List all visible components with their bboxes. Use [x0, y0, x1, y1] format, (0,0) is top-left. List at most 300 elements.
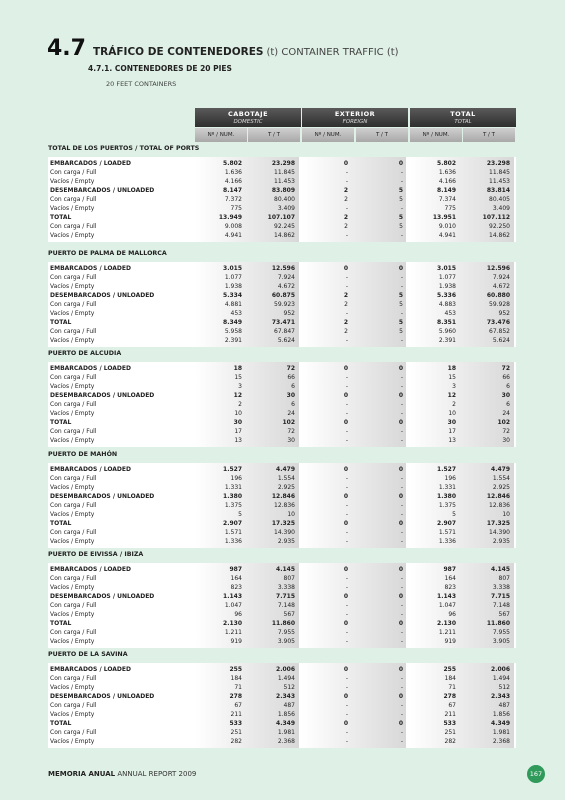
- row-label: Vacíos / Empty: [50, 484, 95, 491]
- table-cell: 987: [443, 566, 456, 573]
- table-cell: 11.860: [486, 620, 510, 627]
- table-cell: 23.298: [486, 160, 510, 167]
- table-cell: 2.006: [491, 666, 510, 673]
- row-label: EMBARCADOS / LOADED: [50, 160, 131, 167]
- table-cell: 7.924: [277, 274, 295, 281]
- table-cell: 0: [398, 365, 403, 372]
- table-cell: 567: [498, 611, 510, 618]
- table-cell: 24: [502, 410, 510, 417]
- table-cell: 2: [343, 319, 348, 326]
- table-cell: 196: [444, 475, 456, 482]
- table-cell: 1.856: [492, 711, 510, 718]
- table-cell: 9.010: [438, 223, 456, 230]
- table-row: [48, 300, 516, 309]
- table-cell: 0: [343, 493, 348, 500]
- row-label: Con carga / Full: [50, 675, 97, 682]
- table-cell: 4.166: [438, 178, 456, 185]
- table-row: [48, 318, 516, 327]
- table-cell: 14.862: [489, 232, 510, 239]
- table-cell: 1.938: [438, 283, 456, 290]
- table-cell: 4.145: [276, 566, 295, 573]
- row-label: Vacíos / Empty: [50, 638, 95, 645]
- table-cell: 5: [399, 196, 403, 203]
- section-block: [48, 563, 516, 648]
- table-cell: -: [400, 611, 403, 618]
- table-cell: 0: [398, 160, 403, 167]
- row-label: Con carga / Full: [50, 629, 97, 636]
- table-cell: -: [345, 283, 348, 290]
- table-cell: -: [345, 584, 348, 591]
- row-label: EMBARCADOS / LOADED: [50, 265, 131, 272]
- table-row: [48, 391, 516, 400]
- table-cell: 30: [502, 437, 510, 444]
- table-row: [48, 483, 516, 492]
- table-cell: 823: [444, 584, 456, 591]
- table-cell: 3.409: [492, 205, 510, 212]
- footer: [48, 770, 196, 778]
- table-cell: 0: [398, 620, 403, 627]
- table-cell: 107.107: [267, 214, 295, 221]
- row-label: Vacíos / Empty: [50, 511, 95, 518]
- table-cell: 7.148: [492, 602, 510, 609]
- table-cell: 0: [398, 593, 403, 600]
- table-cell: 1.636: [438, 169, 456, 176]
- table-cell: 11.453: [274, 178, 295, 185]
- footer-bold: MEMORIA ANUAL: [48, 770, 116, 778]
- table-cell: 12.596: [271, 265, 295, 272]
- table-cell: 2.391: [438, 337, 456, 344]
- table-row: [48, 309, 516, 318]
- table-cell: 59.923: [274, 301, 295, 308]
- table-cell: 30: [447, 419, 456, 426]
- table-cell: -: [345, 529, 348, 536]
- table-row: [48, 418, 516, 427]
- table-cell: 4.672: [492, 283, 510, 290]
- row-label: Con carga / Full: [50, 702, 97, 709]
- table-cell: 1.331: [224, 484, 242, 491]
- table-cell: 2.925: [277, 484, 295, 491]
- row-label: Con carga / Full: [50, 575, 97, 582]
- table-cell: -: [400, 502, 403, 509]
- table-cell: -: [345, 310, 348, 317]
- table-cell: 0: [398, 520, 403, 527]
- table-cell: 92.250: [489, 223, 510, 230]
- table-row: [48, 282, 516, 291]
- table-cell: 3.409: [277, 205, 295, 212]
- table-cell: 0: [343, 265, 348, 272]
- table-cell: -: [345, 684, 348, 691]
- table-cell: 1.527: [223, 466, 242, 473]
- table-cell: 0: [343, 620, 348, 627]
- table-subtitle-en: 20 FEET CONTAINERS: [106, 80, 177, 88]
- table-cell: 4.145: [491, 566, 510, 573]
- row-label: Con carga / Full: [50, 169, 97, 176]
- table-cell: 5: [238, 511, 242, 518]
- table-cell: 278: [443, 693, 456, 700]
- table-cell: -: [345, 274, 348, 281]
- table-cell: 184: [230, 675, 242, 682]
- table-cell: -: [400, 410, 403, 417]
- table-row: [48, 501, 516, 510]
- table-cell: 11.860: [271, 620, 295, 627]
- table-cell: 8.147: [223, 187, 242, 194]
- table-cell: 4.349: [491, 720, 510, 727]
- table-cell: -: [400, 283, 403, 290]
- table-cell: 6: [506, 383, 510, 390]
- row-label: TOTAL: [50, 520, 72, 527]
- table-cell: 0: [343, 419, 348, 426]
- row-label: EMBARCADOS / LOADED: [50, 666, 131, 673]
- table-cell: 30: [287, 437, 295, 444]
- column-sub-header: T / T: [356, 128, 408, 142]
- table-cell: 5.802: [437, 160, 456, 167]
- table-row: [48, 737, 516, 746]
- table-cell: 2.130: [223, 620, 242, 627]
- table-row: [48, 510, 516, 519]
- table-cell: -: [345, 502, 348, 509]
- table-cell: 18: [447, 365, 456, 372]
- column-sub-header: T / T: [463, 128, 515, 142]
- row-label: Con carga / Full: [50, 223, 97, 230]
- row-label: Vacíos / Empty: [50, 283, 95, 290]
- table-cell: 2: [452, 401, 456, 408]
- table-cell: 2: [344, 301, 348, 308]
- table-cell: 2.907: [223, 520, 242, 527]
- table-cell: 24: [287, 410, 295, 417]
- table-cell: 1.077: [224, 274, 242, 281]
- table-cell: 60.875: [271, 292, 295, 299]
- table-cell: -: [345, 602, 348, 609]
- table-cell: 0: [343, 593, 348, 600]
- table-cell: 7.955: [492, 629, 510, 636]
- table-cell: 73.476: [486, 319, 510, 326]
- column-group-header: [195, 108, 301, 127]
- table-cell: -: [345, 437, 348, 444]
- table-cell: -: [345, 232, 348, 239]
- table-cell: 80.405: [489, 196, 510, 203]
- table-cell: 512: [498, 684, 510, 691]
- group-label-en: DOMESTIC: [233, 119, 263, 125]
- row-label: Con carga / Full: [50, 729, 97, 736]
- row-label: Con carga / Full: [50, 475, 97, 482]
- table-cell: 1.380: [437, 493, 456, 500]
- table-cell: 67: [234, 702, 242, 709]
- table-cell: -: [345, 205, 348, 212]
- table-cell: 11.845: [489, 169, 510, 176]
- table-cell: 0: [343, 693, 348, 700]
- table-cell: 1.047: [438, 602, 456, 609]
- table-cell: 1.494: [492, 675, 510, 682]
- table-cell: -: [345, 638, 348, 645]
- table-cell: 487: [283, 702, 295, 709]
- table-cell: -: [400, 274, 403, 281]
- table-cell: 107.112: [482, 214, 510, 221]
- table-row: [48, 474, 516, 483]
- table-row: [48, 537, 516, 546]
- table-cell: -: [400, 629, 403, 636]
- table-cell: -: [400, 702, 403, 709]
- table-cell: 96: [448, 611, 456, 618]
- table-cell: 83.809: [271, 187, 295, 194]
- table-cell: 12: [447, 392, 456, 399]
- table-row: [48, 665, 516, 674]
- group-label-en: FOREIGN: [342, 119, 368, 125]
- table-cell: 2: [344, 223, 348, 230]
- table-cell: -: [345, 428, 348, 435]
- table-cell: 11.845: [274, 169, 295, 176]
- footer-rest: ANNUAL REPORT 2009: [117, 770, 197, 778]
- table-cell: 4.166: [224, 178, 242, 185]
- table-cell: 2: [343, 214, 348, 221]
- table-row: [48, 692, 516, 701]
- table-cell: -: [345, 401, 348, 408]
- table-row: [48, 291, 516, 300]
- table-cell: 1.494: [277, 675, 295, 682]
- table-cell: 453: [444, 310, 456, 317]
- table-cell: -: [400, 575, 403, 582]
- table-cell: 164: [230, 575, 242, 582]
- table-row: [48, 628, 516, 637]
- row-label: Con carga / Full: [50, 374, 97, 381]
- table-cell: 5.336: [437, 292, 456, 299]
- group-label: CABOTAJE: [227, 110, 269, 118]
- table-cell: 11.453: [489, 178, 510, 185]
- table-cell: 12: [233, 392, 242, 399]
- table-cell: -: [345, 702, 348, 709]
- table-cell: 952: [283, 310, 295, 317]
- table-cell: -: [345, 337, 348, 344]
- table-row: [48, 336, 516, 345]
- table-cell: 1.554: [277, 475, 295, 482]
- table-row: [48, 728, 516, 737]
- table-cell: 0: [398, 466, 403, 473]
- table-cell: 3.338: [492, 584, 510, 591]
- table-cell: 4.349: [276, 720, 295, 727]
- table-cell: 2: [344, 328, 348, 335]
- table-cell: -: [400, 428, 403, 435]
- table-cell: 18: [233, 365, 242, 372]
- group-label: TOTAL: [450, 110, 476, 118]
- table-row: [48, 327, 516, 336]
- table-cell: 952: [498, 310, 510, 317]
- table-cell: 7.374: [438, 196, 456, 203]
- table-row: [48, 231, 516, 240]
- table-cell: -: [400, 711, 403, 718]
- table-cell: 0: [398, 392, 403, 399]
- row-label: DESEMBARCADOS / UNLOADED: [50, 392, 155, 399]
- table-cell: 7.924: [492, 274, 510, 281]
- table-cell: 15: [234, 374, 242, 381]
- table-cell: 567: [283, 611, 295, 618]
- table-cell: 6: [291, 383, 295, 390]
- table-cell: 0: [343, 160, 348, 167]
- table-row: [48, 601, 516, 610]
- table-cell: 2: [344, 196, 348, 203]
- table-cell: 3: [452, 383, 456, 390]
- row-label: Vacíos / Empty: [50, 205, 95, 212]
- section-title: PUERTO DE EIVISSA / IBIZA: [48, 551, 144, 558]
- table-cell: 5.624: [277, 337, 295, 344]
- row-label: Vacíos / Empty: [50, 611, 95, 618]
- table-cell: 3.338: [277, 584, 295, 591]
- table-row: [48, 427, 516, 436]
- table-cell: 282: [230, 738, 242, 745]
- section-title: TOTAL DE LOS PUERTOS / TOTAL OF PORTS: [48, 145, 200, 152]
- column-sub-header: Nº / NUM.: [302, 128, 354, 142]
- table-cell: 255: [443, 666, 456, 673]
- table-cell: -: [400, 484, 403, 491]
- row-label: Vacíos / Empty: [50, 337, 95, 344]
- table-cell: 14.390: [489, 529, 510, 536]
- table-row: [48, 400, 516, 409]
- table-cell: 4.881: [224, 301, 242, 308]
- table-cell: 30: [501, 392, 510, 399]
- table-cell: 919: [444, 638, 456, 645]
- table-cell: 3.015: [223, 265, 242, 272]
- table-cell: 0: [398, 666, 403, 673]
- table-cell: 533: [229, 720, 242, 727]
- table-cell: 2.935: [277, 538, 295, 545]
- table-cell: 2.130: [437, 620, 456, 627]
- table-cell: -: [400, 205, 403, 212]
- row-label: EMBARCADOS / LOADED: [50, 466, 131, 473]
- title-es: TRÁFICO DE CONTENEDORES: [92, 46, 264, 58]
- table-row: [48, 168, 516, 177]
- table-cell: 2.925: [492, 484, 510, 491]
- table-cell: 80.400: [274, 196, 295, 203]
- table-cell: -: [400, 310, 403, 317]
- table-cell: 12.846: [486, 493, 510, 500]
- section-block: [48, 663, 516, 748]
- table-cell: -: [345, 383, 348, 390]
- table-cell: 196: [230, 475, 242, 482]
- table-cell: 0: [343, 392, 348, 399]
- table-cell: 17: [234, 428, 242, 435]
- table-cell: 17.325: [486, 520, 510, 527]
- table-cell: 251: [444, 729, 456, 736]
- row-label: DESEMBARCADOS / UNLOADED: [50, 693, 155, 700]
- table-row: [48, 683, 516, 692]
- table-cell: -: [400, 511, 403, 518]
- table-cell: 3.905: [492, 638, 510, 645]
- table-cell: -: [400, 401, 403, 408]
- table-cell: -: [345, 611, 348, 618]
- table-cell: 2: [238, 401, 242, 408]
- section-block: [48, 262, 516, 347]
- row-label: TOTAL: [50, 620, 72, 627]
- table-row: [48, 382, 516, 391]
- table-cell: 987: [229, 566, 242, 573]
- table-cell: -: [400, 232, 403, 239]
- table-cell: 184: [444, 675, 456, 682]
- table-cell: 2.343: [276, 693, 295, 700]
- table-row: [48, 637, 516, 646]
- table-cell: 9.008: [224, 223, 242, 230]
- table-cell: -: [345, 178, 348, 185]
- row-label: TOTAL: [50, 214, 72, 221]
- table-cell: -: [400, 475, 403, 482]
- table-cell: 4.672: [277, 283, 295, 290]
- table-cell: -: [345, 711, 348, 718]
- row-label: Vacíos / Empty: [50, 584, 95, 591]
- row-label: TOTAL: [50, 319, 72, 326]
- section-title: PUERTO DE MAHÓN: [48, 451, 118, 458]
- table-cell: 4.479: [276, 466, 295, 473]
- table-cell: -: [345, 410, 348, 417]
- table-cell: 5.624: [492, 337, 510, 344]
- table-cell: 2.391: [224, 337, 242, 344]
- section-block: [48, 362, 516, 447]
- table-cell: -: [400, 675, 403, 682]
- table-cell: 1.077: [438, 274, 456, 281]
- table-cell: 10: [234, 410, 242, 417]
- table-cell: -: [345, 575, 348, 582]
- table-cell: 67.847: [274, 328, 295, 335]
- table-cell: 278: [229, 693, 242, 700]
- table-cell: 10: [448, 410, 456, 417]
- table-row: [48, 574, 516, 583]
- table-cell: -: [345, 484, 348, 491]
- row-label: TOTAL: [50, 720, 72, 727]
- row-label: Con carga / Full: [50, 502, 97, 509]
- table-cell: 1.636: [224, 169, 242, 176]
- row-label: Con carga / Full: [50, 196, 97, 203]
- table-row: [48, 213, 516, 222]
- row-label: Vacíos / Empty: [50, 383, 95, 390]
- table-row: [48, 528, 516, 537]
- section-number: 4.7: [47, 36, 86, 61]
- table-row: [48, 409, 516, 418]
- table-cell: 0: [398, 720, 403, 727]
- table-cell: 255: [229, 666, 242, 673]
- table-row: [48, 195, 516, 204]
- table-cell: 1.211: [224, 629, 242, 636]
- table-cell: 2.343: [491, 693, 510, 700]
- table-row: [48, 565, 516, 574]
- row-label: DESEMBARCADOS / UNLOADED: [50, 187, 155, 194]
- row-label: DESEMBARCADOS / UNLOADED: [50, 493, 155, 500]
- row-label: Vacíos / Empty: [50, 538, 95, 545]
- section-title: PUERTO DE ALCUDIA: [48, 350, 122, 357]
- table-row: [48, 583, 516, 592]
- table-cell: 4.941: [438, 232, 456, 239]
- table-cell: -: [400, 638, 403, 645]
- table-cell: 0: [343, 365, 348, 372]
- table-cell: -: [345, 538, 348, 545]
- table-cell: 0: [343, 466, 348, 473]
- table-cell: 2.368: [492, 738, 510, 745]
- table-row: [48, 519, 516, 528]
- table-cell: 0: [343, 720, 348, 727]
- table-cell: 1.527: [437, 466, 456, 473]
- table-cell: 2: [343, 187, 348, 194]
- table-cell: 5.958: [224, 328, 242, 335]
- table-cell: 2.368: [277, 738, 295, 745]
- page-title: [47, 36, 399, 61]
- table-cell: 2: [343, 292, 348, 299]
- table-cell: 533: [443, 720, 456, 727]
- table-cell: -: [400, 383, 403, 390]
- table-cell: 6: [291, 401, 295, 408]
- table-cell: 12.836: [489, 502, 510, 509]
- row-label: Con carga / Full: [50, 274, 97, 281]
- table-cell: 0: [398, 419, 403, 426]
- table-cell: -: [400, 178, 403, 185]
- row-label: Vacíos / Empty: [50, 684, 95, 691]
- table-cell: 12.846: [271, 493, 295, 500]
- table-cell: 13.949: [218, 214, 242, 221]
- table-row: [48, 592, 516, 601]
